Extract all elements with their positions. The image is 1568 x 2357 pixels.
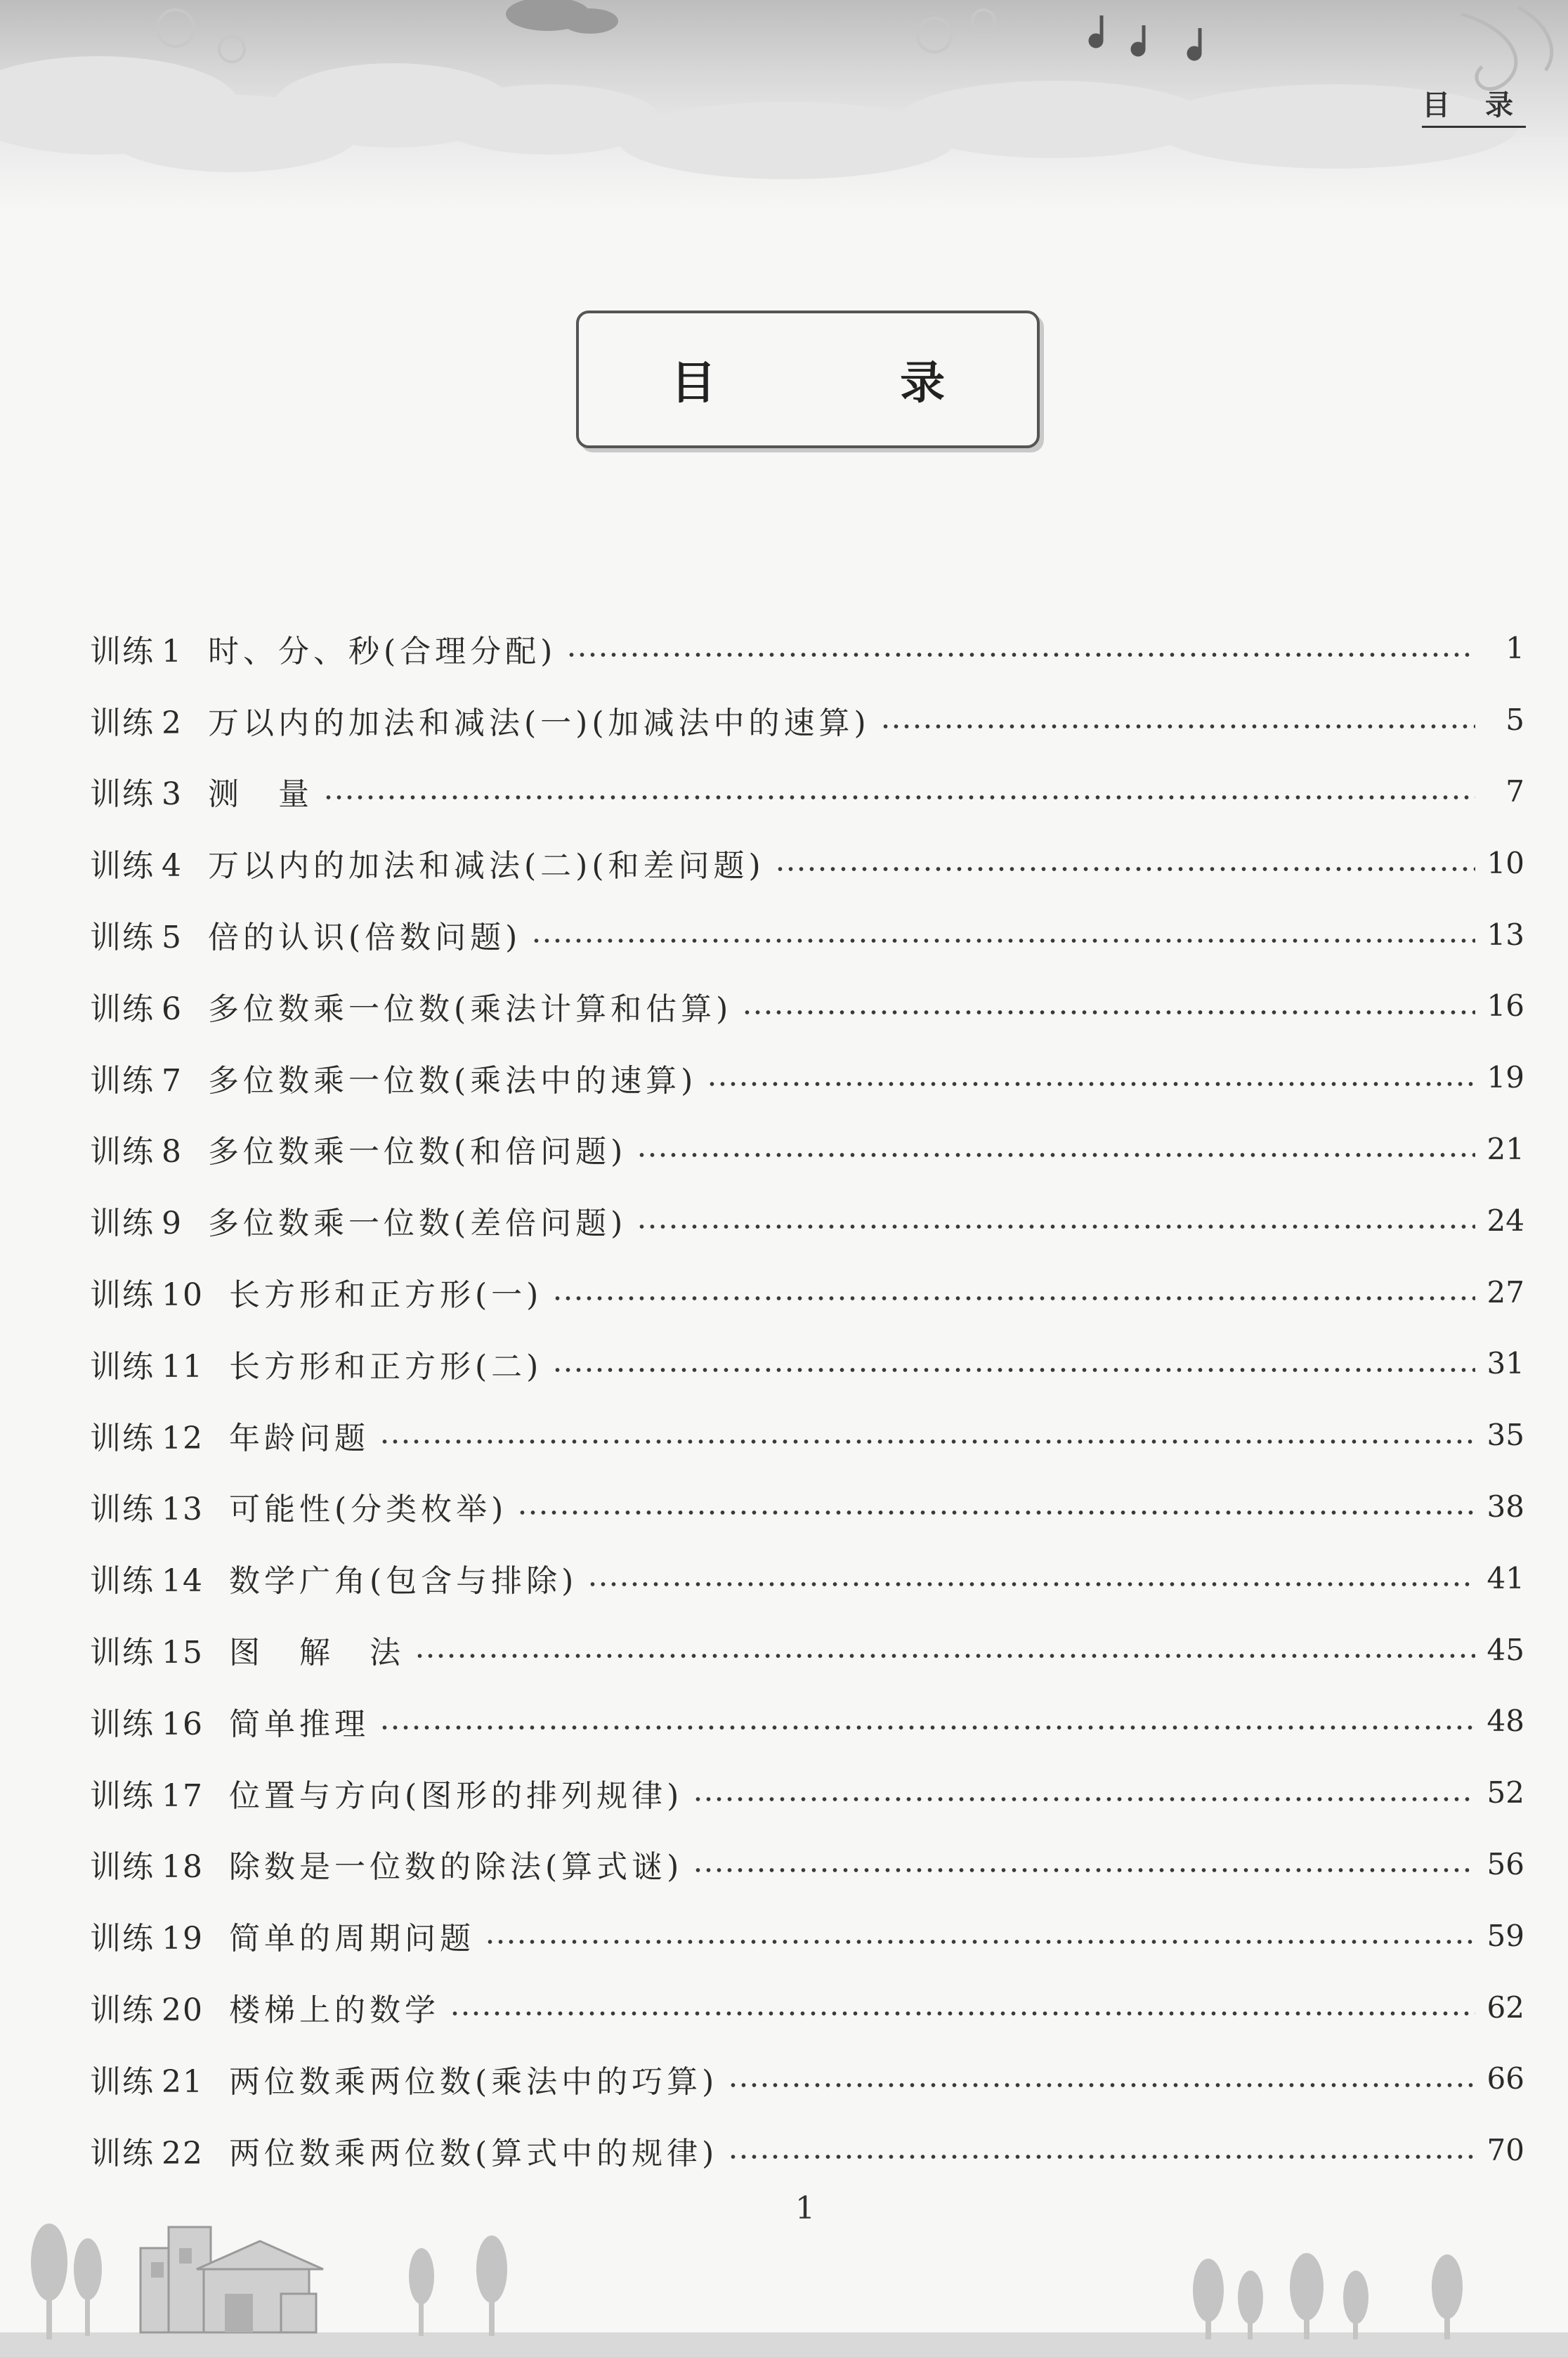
toc-entry[interactable]	[90, 1328, 1524, 1399]
dot-leader	[552, 1366, 1475, 1374]
page-title: 目 录	[576, 311, 1040, 448]
toc-entry-title: 长方形和正方形(一)	[229, 1277, 543, 1314]
toc-entry-title: 年龄问题	[229, 1420, 370, 1456]
dot-leader	[485, 1938, 1475, 1946]
toc-entry[interactable]	[90, 756, 1524, 828]
toc-entry-label: 训练 5	[90, 920, 183, 956]
dot-leader	[323, 793, 1475, 802]
toc-entry-title: 多位数乘一位数(乘法计算和估算)	[208, 991, 733, 1027]
toc-entry-label: 训练 18	[90, 1849, 204, 1886]
running-head: 目 录	[1422, 83, 1526, 128]
dot-leader	[414, 1652, 1475, 1660]
toc-entry-label: 训练 8	[90, 1134, 183, 1170]
header-decoration	[0, 0, 1568, 211]
toc-entry-label: 训练 3	[90, 776, 183, 813]
toc-entry-label: 训练 9	[90, 1206, 183, 1242]
toc-entry-label: 训练 4	[90, 848, 183, 884]
toc-entry-page: 24	[1487, 1203, 1524, 1238]
toc-entry-title: 楼梯上的数学	[229, 1992, 440, 2029]
toc-entry[interactable]	[90, 1757, 1524, 1829]
music-notes-icon	[1090, 15, 1200, 59]
toc-entry-label: 训练 21	[90, 2063, 204, 2100]
toc-entry-title: 位置与方向(图形的排列规律)	[229, 1777, 684, 1814]
toc-entry-title: 除数是一位数的除法(算式谜)	[229, 1849, 684, 1886]
toc-entry-page: 70	[1487, 2133, 1524, 2168]
toc-entry[interactable]	[90, 1471, 1524, 1543]
toc-entry[interactable]	[90, 1399, 1524, 1471]
toc-entry-title: 测 量	[208, 776, 313, 813]
toc-entry-page: 48	[1487, 1704, 1524, 1739]
toc-entry-page: 10	[1487, 845, 1524, 880]
toc-entry-title: 可能性(分类枚举)	[229, 1491, 508, 1528]
toc-entry[interactable]	[90, 1184, 1524, 1256]
dot-leader	[566, 651, 1475, 659]
toc-entry-page: 19	[1487, 1060, 1524, 1095]
footer-illustration	[0, 2164, 1568, 2357]
toc-entry-label: 训练 10	[90, 1277, 204, 1314]
toc-entry[interactable]	[90, 1542, 1524, 1614]
toc-entry-label: 训练 15	[90, 1635, 204, 1671]
dot-leader	[379, 1723, 1475, 1732]
toc-entry-page: 1	[1505, 631, 1524, 666]
toc-entry[interactable]	[90, 1042, 1524, 1114]
toc-entry-page: 7	[1505, 773, 1524, 809]
toc-entry-title: 长方形和正方形(二)	[229, 1348, 543, 1385]
toc-entry-title: 两位数乘两位数(乘法中的巧算)	[229, 2063, 719, 2100]
toc-entry-title: 图 解 法	[229, 1635, 405, 1671]
toc-entry-page: 41	[1487, 1560, 1524, 1595]
toc-entry-title: 两位数乘两位数(算式中的规律)	[229, 2135, 719, 2172]
toc-entry-label: 训练 19	[90, 1921, 204, 1957]
toc-entry[interactable]	[90, 1114, 1524, 1185]
dot-leader	[880, 722, 1475, 731]
toc-entry-title: 数学广角(包含与排除)	[229, 1563, 578, 1600]
toc-entry-page: 66	[1487, 2061, 1524, 2096]
toc-entry[interactable]	[90, 2043, 1524, 2115]
dot-leader	[742, 1008, 1475, 1017]
toc-entry-page: 56	[1487, 1846, 1524, 1881]
toc-entry[interactable]	[90, 613, 1524, 684]
toc-entry-page: 5	[1505, 703, 1524, 738]
toc-entry-title: 万以内的加法和减法(二)(和差问题)	[208, 848, 765, 884]
dot-leader	[693, 1866, 1475, 1874]
toc-entry-page: 16	[1487, 988, 1524, 1024]
toc-entry[interactable]	[90, 1900, 1524, 1971]
toc-entry-label: 训练 2	[90, 705, 183, 741]
toc-entry-label: 训练 20	[90, 1992, 204, 2029]
cloud-illustration	[0, 0, 1568, 211]
toc-entry[interactable]	[90, 899, 1524, 970]
toc-entry-title: 万以内的加法和减法(一)(加减法中的速算)	[208, 705, 870, 741]
toc-entry-page: 62	[1487, 1990, 1524, 2025]
page-number: 1	[795, 2190, 815, 2226]
toc-entry-title: 时、分、秒(合理分配)	[208, 633, 557, 670]
toc-entry-label: 训练 16	[90, 1706, 204, 1742]
toc-entry-page: 35	[1487, 1418, 1524, 1453]
toc-entry-label: 训练 12	[90, 1420, 204, 1456]
toc-entry-title: 多位数乘一位数(差倍问题)	[208, 1206, 627, 1242]
toc-entry[interactable]	[90, 1829, 1524, 1900]
toc-entry-label: 训练 11	[90, 1348, 204, 1385]
dot-leader	[707, 1080, 1475, 1088]
dot-leader	[693, 1795, 1475, 1803]
toc-entry-page: 31	[1487, 1346, 1524, 1381]
toc-entry-title: 倍的认识(倍数问题)	[208, 920, 522, 956]
dot-leader	[728, 2153, 1475, 2161]
dot-leader	[379, 1437, 1475, 1446]
toc-entry-label: 训练 22	[90, 2135, 204, 2172]
toc-entry-label: 训练 7	[90, 1062, 183, 1099]
dot-leader	[587, 1580, 1475, 1588]
toc-entry[interactable]	[90, 970, 1524, 1042]
dot-leader	[728, 2081, 1475, 2089]
toc-entry-title: 多位数乘一位数(和倍问题)	[208, 1134, 627, 1170]
toc-entry-title: 简单的周期问题	[229, 1921, 475, 1957]
dot-leader	[552, 1294, 1475, 1302]
dot-leader	[636, 1222, 1475, 1231]
toc-entry-page: 38	[1487, 1489, 1524, 1524]
toc-entry-page: 59	[1487, 1918, 1524, 1953]
toc-entry-page: 52	[1487, 1775, 1524, 1810]
toc-entry[interactable]	[90, 1256, 1524, 1328]
toc-entry[interactable]	[90, 684, 1524, 756]
dot-leader	[517, 1508, 1475, 1517]
toc-entry-label: 训练 17	[90, 1777, 204, 1814]
toc-entry-page: 27	[1487, 1274, 1524, 1310]
toc-entry-page: 21	[1487, 1131, 1524, 1166]
toc-entry-label: 训练 1	[90, 633, 183, 670]
toc-entry[interactable]	[90, 1971, 1524, 2043]
toc-entry-label: 训练 14	[90, 1563, 204, 1600]
toc-entry[interactable]	[90, 1685, 1524, 1757]
toc-entry[interactable]	[90, 827, 1524, 899]
dot-leader	[450, 2009, 1475, 2018]
dot-leader	[531, 936, 1475, 945]
dot-leader	[775, 865, 1475, 873]
toc-entry-page: 45	[1487, 1632, 1524, 1667]
toc-entry[interactable]	[90, 1614, 1524, 1685]
toc-entry-label: 训练 6	[90, 991, 183, 1027]
toc-entry-page: 13	[1487, 917, 1524, 952]
toc-entry-title: 多位数乘一位数(乘法中的速算)	[208, 1062, 698, 1099]
table-of-contents	[90, 613, 1524, 2186]
toc-entry-title: 简单推理	[229, 1706, 370, 1742]
dot-leader	[636, 1151, 1475, 1159]
toc-entry-label: 训练 13	[90, 1491, 204, 1528]
